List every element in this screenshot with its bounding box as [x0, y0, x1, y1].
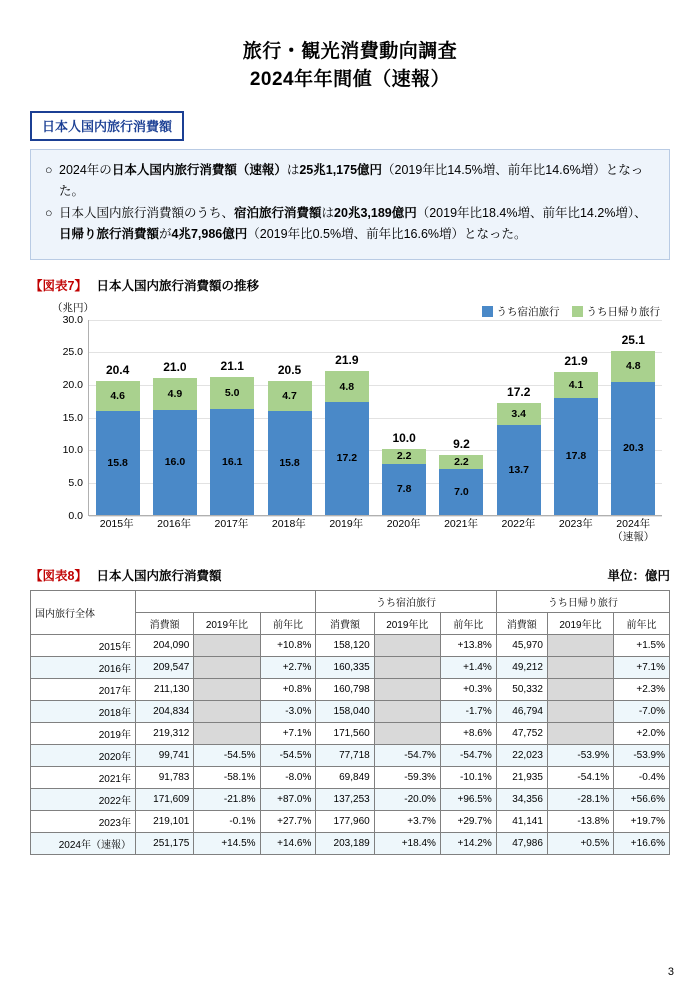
chart-segment-stay — [325, 402, 369, 514]
chart-segment-value: 4.9 — [167, 388, 183, 401]
table-cell: +10.8% — [260, 634, 316, 656]
table-group-header-total — [135, 590, 315, 612]
chart-bar-column — [497, 320, 541, 515]
chart-segment-value: 4.6 — [110, 390, 125, 403]
chart-segment-stay — [268, 411, 312, 514]
legend-label-daytrip: うち日帰り旅行 — [586, 305, 660, 318]
table-cell: +13.8% — [440, 634, 496, 656]
legend-label-stay: うち宿泊旅行 — [496, 305, 560, 318]
table-cell: 137,253 — [316, 788, 374, 810]
chart-bar-column — [554, 320, 598, 515]
table-cell: -54.5% — [260, 744, 316, 766]
table-cell: 211,130 — [135, 678, 193, 700]
chart-segment-stay — [382, 464, 426, 515]
table-cell: +0.8% — [260, 678, 316, 700]
chart-bar-column — [210, 320, 254, 515]
table-cell: 204,834 — [135, 700, 193, 722]
table-cell: 251,175 — [135, 832, 193, 854]
page-number: 3 — [667, 966, 674, 978]
table-row-label: 2020年 — [31, 744, 136, 766]
table-cell: -10.1% — [440, 766, 496, 788]
chart-x-label: 2018年 — [271, 517, 306, 530]
chart-segment-value: 17.2 — [336, 452, 358, 465]
chart-segment-stay — [439, 469, 483, 515]
chart-segment-daytrip — [554, 372, 598, 399]
chart-segment-daytrip — [325, 371, 369, 402]
table-cell: 158,040 — [316, 700, 374, 722]
table-sub-header: 消費額 — [316, 612, 374, 634]
summary-emphasis: 日帰り旅行消費額 — [59, 226, 160, 241]
chart-legend — [482, 304, 661, 319]
table-cell: +3.7% — [374, 810, 440, 832]
table-cell: -58.1% — [194, 766, 260, 788]
summary-emphasis: 4兆7,986億円 — [171, 226, 248, 241]
table-cell — [194, 634, 260, 656]
chart-y-tick-label: 25.0 — [62, 346, 83, 359]
figure7-title: 日本人国内旅行消費額の推移 — [96, 278, 259, 293]
chart-segment-value: 3.4 — [511, 407, 527, 420]
table-cell: +96.5% — [440, 788, 496, 810]
chart-segment-daytrip — [210, 377, 254, 410]
chart-segment-daytrip — [268, 381, 312, 412]
table-row — [31, 634, 670, 656]
table-cell: -54.7% — [440, 744, 496, 766]
summary-emphasis: 20兆3,189億円 — [334, 206, 417, 221]
table-row — [31, 656, 670, 678]
chart-x-label: 2020年 — [386, 517, 421, 530]
chart-segment-daytrip — [153, 378, 197, 410]
table-cell: -20.0% — [374, 788, 440, 810]
chart-y-tick-label: 0.0 — [68, 509, 83, 522]
table-cell: 160,798 — [316, 678, 374, 700]
table-cell: -28.1% — [547, 788, 613, 810]
summary-paragraph — [45, 160, 655, 201]
table-cell: -7.0% — [614, 700, 670, 722]
table-cell: 177,960 — [316, 810, 374, 832]
chart-bar-column — [611, 320, 655, 515]
table-cell: 203,189 — [316, 832, 374, 854]
chart-x-label: 2022年 — [501, 517, 536, 530]
table-cell: -8.0% — [260, 766, 316, 788]
chart-segment-stay — [497, 425, 541, 515]
summary-paragraph — [45, 203, 655, 244]
chart-x-label: 2021年 — [444, 517, 478, 530]
summary-text: は — [286, 163, 300, 178]
table-cell: -3.0% — [260, 700, 316, 722]
chart-segment-stay — [554, 398, 598, 514]
chart-bar-column — [325, 320, 369, 515]
summary-text: 2024年の — [59, 163, 112, 178]
table-cell: +14.6% — [260, 832, 316, 854]
table-row — [31, 722, 670, 744]
table-cell: -54.1% — [547, 766, 613, 788]
chart-segment-value: 7.8 — [396, 483, 412, 496]
table-cell — [374, 722, 440, 744]
chart-segment-value: 16.1 — [222, 456, 243, 468]
chart-segment-value: 17.8 — [565, 450, 587, 463]
table-row-label: 2018年 — [31, 700, 136, 722]
table-row — [31, 744, 670, 766]
table-cell: 158,120 — [316, 634, 374, 656]
legend-item-stay — [482, 304, 560, 319]
table-sub-header: 2019年比 — [374, 612, 440, 634]
table-group-header-daytrip: うち日帰り旅行 — [496, 590, 669, 612]
chart-y-tick-label: 30.0 — [62, 313, 83, 326]
table-cell: +1.4% — [440, 656, 496, 678]
table-cell: 219,312 — [135, 722, 193, 744]
figure7-caption — [30, 276, 670, 294]
table-row-label: 2019年 — [31, 722, 136, 744]
table-cell — [547, 656, 613, 678]
table-group-header-stay: うち宿泊旅行 — [316, 590, 496, 612]
table-row — [31, 832, 670, 854]
table-sub-header: 前年比 — [614, 612, 670, 634]
table-cell: 47,986 — [496, 832, 547, 854]
chart-bar-total-label: 20.4 — [105, 363, 130, 378]
chart-y-tick-label: 20.0 — [62, 378, 83, 391]
table-cell — [374, 656, 440, 678]
table-cell — [547, 634, 613, 656]
table-sub-header: 消費額 — [135, 612, 193, 634]
chart-bar-column — [153, 320, 197, 515]
table-cell: +7.1% — [614, 656, 670, 678]
summary-text: 日本人国内旅行消費額のうち、 — [59, 206, 235, 221]
chart-bar-column — [96, 320, 140, 515]
chart-segment-stay — [96, 411, 140, 514]
table-cell: +27.7% — [260, 810, 316, 832]
chart-segment-stay — [153, 410, 197, 515]
chart-bar-total-label: 20.5 — [277, 362, 302, 377]
chart-x-label: 2017年 — [214, 517, 249, 530]
chart-segment-value: 15.8 — [107, 456, 128, 469]
chart-bar-total-label: 25.1 — [621, 332, 645, 347]
chart-y-tick-label: 5.0 — [68, 476, 83, 489]
table-sub-header: 前年比 — [440, 612, 496, 634]
table-row-label: 2022年 — [31, 788, 136, 810]
table-cell — [374, 700, 440, 722]
table-cell: +14.5% — [194, 832, 260, 854]
table-cell: 34,356 — [496, 788, 547, 810]
table-cell: +2.7% — [260, 656, 316, 678]
chart-segment-daytrip — [96, 381, 140, 411]
legend-item-daytrip — [572, 304, 661, 319]
summary-emphasis: 25兆1,175億円 — [299, 163, 383, 178]
figure8-title: 日本人国内旅行消費額 — [96, 568, 222, 583]
table-cell: -53.9% — [547, 744, 613, 766]
table-cell: -0.1% — [194, 810, 260, 832]
chart-bar-total-label: 17.2 — [507, 384, 531, 399]
table-cell — [374, 634, 440, 656]
table-cell: 47,752 — [496, 722, 547, 744]
chart-segment-value: 5.0 — [224, 387, 240, 400]
chart-x-label: 2016年 — [157, 517, 191, 530]
table-header — [31, 590, 670, 634]
table-cell: 171,609 — [135, 788, 193, 810]
table-cell: +7.1% — [260, 722, 316, 744]
table-cell: +29.7% — [440, 810, 496, 832]
table-cell: 99,741 — [135, 744, 193, 766]
chart-bar-total-label: 21.9 — [564, 353, 588, 368]
chart-x-label: 2019年 — [329, 517, 364, 530]
chart-segment-stay — [611, 382, 655, 515]
table-cell — [374, 678, 440, 700]
chart-x-axis-labels — [88, 518, 662, 544]
table-row — [31, 810, 670, 832]
table-cell: -54.7% — [374, 744, 440, 766]
summary-emphasis: 宿泊旅行消費額 — [234, 206, 322, 221]
table-body — [31, 634, 670, 854]
table-cell — [547, 678, 613, 700]
chart-bar-column — [439, 320, 483, 515]
table-row — [31, 700, 670, 722]
chart-bar-column — [268, 320, 312, 515]
chart-segment-value: 13.7 — [508, 463, 529, 476]
table-cell: -0.4% — [614, 766, 670, 788]
summary-text: は — [321, 206, 335, 221]
table-row-label: 2015年 — [31, 634, 136, 656]
table-cell: 77,718 — [316, 744, 374, 766]
table-cell: +1.5% — [614, 634, 670, 656]
chart-bar-total-label: 21.0 — [163, 360, 187, 375]
table-row — [31, 766, 670, 788]
chart-x-label: 2023年 — [558, 517, 593, 530]
table-cell: 21,935 — [496, 766, 547, 788]
table-cell: +0.3% — [440, 678, 496, 700]
chart-x-label: 2015年 — [99, 517, 134, 530]
chart-bar-total-label: 21.9 — [335, 352, 359, 367]
table-cell: +0.5% — [547, 832, 613, 854]
table-cell — [194, 722, 260, 744]
chart-bar-total-label: 10.0 — [392, 431, 416, 446]
chart-unit-label: （兆円） — [52, 301, 94, 314]
summary-text: （2019年比18.4%増、前年比14.2%増）、 — [416, 206, 647, 221]
chart-gridline — [89, 516, 662, 517]
table-cell — [547, 700, 613, 722]
table-row-label: 2023年 — [31, 810, 136, 832]
summary-box — [30, 149, 670, 260]
table-cell: 22,023 — [496, 744, 547, 766]
chart-x-label: 2024年 （速報） — [612, 517, 655, 543]
table-cell: 49,212 — [496, 656, 547, 678]
chart-plot-area — [62, 313, 662, 522]
table-row-label: 2017年 — [31, 678, 136, 700]
table-cell: -59.3% — [374, 766, 440, 788]
table-cell: 50,332 — [496, 678, 547, 700]
chart-segment-value: 2.2 — [396, 450, 412, 463]
bullet-icon: ○ — [45, 163, 53, 178]
table-cell: 41,141 — [496, 810, 547, 832]
table-cell: -53.9% — [614, 744, 670, 766]
chart-segment-daytrip — [439, 455, 483, 469]
chart-bar-total-label: 21.1 — [220, 358, 244, 373]
summary-text: （2019年比14.5%増、前年比14.6%増）となった。 — [59, 163, 644, 198]
chart-segment-value: 4.1 — [568, 378, 584, 391]
chart-segment-value: 2.2 — [454, 455, 469, 468]
table-cell: 69,849 — [316, 766, 374, 788]
table-cell — [194, 700, 260, 722]
table-cell: -21.8% — [194, 788, 260, 810]
table-row-label: 2016年 — [31, 656, 136, 678]
summary-emphasis: 日本人国内旅行消費額（速報） — [111, 163, 287, 178]
table-cell: +18.4% — [374, 832, 440, 854]
chart-bar-column — [382, 320, 426, 515]
table-cell: 219,101 — [135, 810, 193, 832]
section-chip: 日本人国内旅行消費額 — [30, 111, 184, 141]
chart-segment-value: 4.8 — [339, 380, 355, 393]
chart-segment-stay — [210, 409, 254, 514]
chart-y-tick-label: 10.0 — [62, 444, 83, 457]
table-cell — [547, 722, 613, 744]
table-cell: +14.2% — [440, 832, 496, 854]
table-cell: 160,335 — [316, 656, 374, 678]
table-cell: +2.0% — [614, 722, 670, 744]
figure7-tag: 【図表7】 — [30, 278, 87, 293]
chart-segment-daytrip — [382, 449, 426, 463]
table-cell: +19.7% — [614, 810, 670, 832]
table-cell: -54.5% — [194, 744, 260, 766]
title-line-2: 2024年年間値（速報） — [249, 68, 451, 90]
figure8-caption — [30, 566, 670, 584]
figure8-table — [30, 590, 670, 855]
chart-y-tick-label: 15.0 — [62, 411, 83, 424]
table-cell: +2.3% — [614, 678, 670, 700]
legend-swatch-daytrip — [572, 306, 583, 317]
chart-segment-daytrip — [497, 403, 541, 425]
chart-bar-total-label: 9.2 — [453, 436, 470, 451]
page-title — [30, 38, 670, 93]
title-line-1: 旅行・観光消費動向調査 — [242, 41, 458, 62]
summary-text: が — [159, 226, 172, 241]
bullet-icon: ○ — [45, 206, 53, 221]
table-row-label: 2021年 — [31, 766, 136, 788]
table-row — [31, 678, 670, 700]
table-cell: +8.6% — [440, 722, 496, 744]
chart-segment-daytrip — [611, 351, 655, 382]
table-cell: +87.0% — [260, 788, 316, 810]
figure8-unit: 単位：億円 — [607, 568, 670, 583]
table-cell: -13.8% — [547, 810, 613, 832]
figure7-chart — [30, 300, 670, 550]
legend-swatch-stay — [482, 306, 493, 317]
chart-segment-value: 16.0 — [164, 456, 186, 469]
chart-bars — [89, 320, 662, 515]
summary-text: （2019年比0.5%増、前年比16.6%増）となった。 — [247, 226, 527, 241]
table-cell: 45,970 — [496, 634, 547, 656]
table-cell: 171,560 — [316, 722, 374, 744]
table-cell: +16.6% — [614, 832, 670, 854]
figure8-tag: 【図表8】 — [30, 568, 87, 583]
chart-segment-value: 15.8 — [279, 456, 300, 469]
chart-segment-value: 4.7 — [282, 390, 297, 403]
table-cell: -1.7% — [440, 700, 496, 722]
table-header-row-1 — [31, 590, 670, 612]
table-corner-label: 国内旅行全体 — [31, 590, 136, 634]
table-sub-header: 前年比 — [260, 612, 316, 634]
chart-segment-value: 20.3 — [623, 442, 644, 455]
table-row-label: 2024年（速報） — [31, 832, 136, 854]
table-cell: +56.6% — [614, 788, 670, 810]
table-cell — [194, 678, 260, 700]
table-sub-header: 2019年比 — [194, 612, 260, 634]
table-row — [31, 788, 670, 810]
table-cell: 46,794 — [496, 700, 547, 722]
table-sub-header: 2019年比 — [547, 612, 613, 634]
table-cell: 204,090 — [135, 634, 193, 656]
chart-segment-value: 4.8 — [626, 360, 641, 373]
chart-segment-value: 7.0 — [454, 485, 469, 498]
table-sub-header: 消費額 — [496, 612, 547, 634]
table-cell: 91,783 — [135, 766, 193, 788]
table-cell — [194, 656, 260, 678]
table-cell: 209,547 — [135, 656, 193, 678]
